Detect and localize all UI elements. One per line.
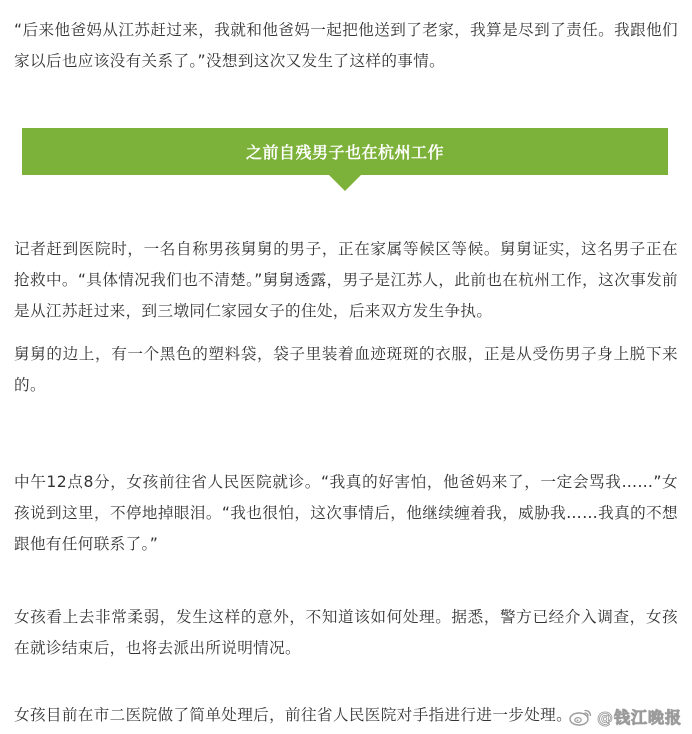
watermark-text: @钱江晚报	[596, 708, 682, 727]
paragraph: 舅舅的边上，有一个黑色的塑料袋，袋子里装着血迹斑斑的衣服，正是从受伤男子身上脱下来的。	[14, 345, 678, 394]
paragraph: “后来他爸妈从江苏赶过来，我就和他爸妈一起把他送到了老家，我算是尽到了责任。我跟他们家以后也应该没有关系了。”没想到这次又发生了这样的事情。	[14, 21, 678, 70]
section-heading: 之前自残男子也在杭州工作	[245, 143, 444, 162]
paragraph: 中午12点8分，女孩前往省人民医院就诊。“我真的好害怕，他爸妈来了，一定会骂我……”女孩说到这里，不停地掉眼泪。“我也很怕，这次事情后，他继续缠着我，威胁我……我真的不想跟他有任何联系了。”	[14, 473, 678, 553]
paragraph: 女孩目前在市二医院做了简单处理后，前往省人民医院对手指进行进一步处理。	[14, 706, 573, 724]
paragraph: 女孩看上去非常柔弱，发生这样的意外，不知道该如何处理。据悉，警方已经介入调查，女孩在就诊结束后，也将去派出所说明情况。	[14, 608, 678, 657]
paragraph: 记者赶到医院时，一名自称男孩舅舅的男子，正在家属等候区等候。舅舅证实，这名男子正在抢救中。“具体情况我们也不清楚。”舅舅透露，男子是江苏人，此前也在杭州工作，这次事发前是从江苏赶过来，到三墩同仁家园女子的住处，后来双方发生争执。	[14, 240, 678, 320]
heading-pointer-arrow	[329, 175, 361, 191]
section-heading-banner	[22, 128, 668, 175]
weibo-watermark	[569, 705, 682, 728]
weibo-icon	[569, 708, 593, 726]
